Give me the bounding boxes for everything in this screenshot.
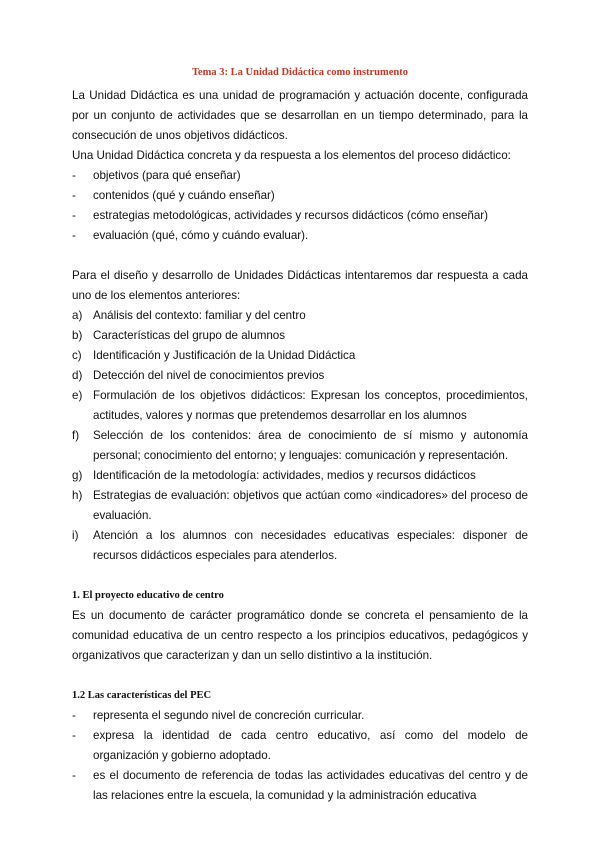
list-item	[72, 386, 528, 426]
list-item: - objetivos (para qué enseñar)	[72, 166, 528, 186]
document-title: Tema 3: La Unidad Didáctica como instrumento	[191, 67, 409, 78]
design-paragraph: Para el diseño y desarrollo de Unidades Didácticas intentaremos dar respuesta a cada uno de los elementos anteriores:	[72, 269, 528, 302]
list-marker: d)	[72, 369, 83, 382]
list-item	[72, 526, 528, 566]
list-item	[72, 326, 528, 346]
list-marker: h)	[72, 489, 83, 502]
list-item-text: Detección del nivel de conocimientos previos	[93, 369, 325, 382]
elements-list	[72, 166, 528, 246]
spacer	[72, 246, 528, 266]
list-item: - evaluación (qué, cómo y cuándo evaluar).	[72, 226, 528, 246]
document-page	[72, 66, 528, 806]
list-marker: f)	[72, 429, 80, 442]
list-item	[72, 426, 528, 466]
design-steps-list	[72, 306, 528, 566]
list-item: - es el documento de referencia de todas las actividades educativas del centro y de las relaciones entre la escuela, la comunidad y la administración educativa	[72, 766, 528, 806]
intro-paragraph-2: Una Unidad Didáctica concreta y da respuesta a los elementos del proceso didáctico:	[72, 149, 511, 162]
list-item	[72, 346, 528, 366]
list-item: - representa el segundo nivel de concreción curricular.	[72, 706, 528, 726]
list-item-text: Formulación de los objetivos didácticos: Expresan los conceptos, procedimientos, actitudes, valores y normas que pretendemos desarrollar en los alumnos	[93, 389, 528, 422]
list-item-text: Características del grupo de alumnos	[93, 329, 286, 342]
intro-paragraph-1: La Unidad Didáctica es una unidad de programación y actuación docente, configurada por un conjunto de actividades que se desarrollan en un tiempo determinado, para la consecución de unos objetivos didácticos.	[72, 89, 528, 142]
section-1-paragraph: Es un documento de carácter programático donde se concreta el pensamiento de la comunidad educativa de un centro respecto a los principios educativos, pedagógicos y organizativos que caracterizan y dan un sello distintivo a la institución.	[72, 609, 528, 662]
list-item	[72, 306, 528, 326]
list-marker: i)	[72, 529, 79, 542]
list-marker: g)	[72, 469, 83, 482]
list-item	[72, 366, 528, 386]
list-marker: e)	[72, 389, 83, 402]
list-item-text: Análisis del contexto: familiar y del centro	[93, 309, 306, 322]
list-marker: b)	[72, 329, 83, 342]
list-marker: a)	[72, 309, 83, 322]
spacer	[72, 566, 528, 586]
list-item: - expresa la identidad de cada centro educativo, así como del modelo de organización y gobierno adoptado.	[72, 726, 528, 766]
list-item-text: Estrategias de evaluación: objetivos que actúan como «indicadores» del proceso de evaluación.	[93, 489, 528, 522]
list-item-text: Identificación de la metodología: actividades, medios y recursos didácticos	[93, 469, 476, 482]
list-item-text: Selección de los contenidos: área de conocimiento de sí mismo y autonomía personal; conocimiento del entorno; y lenguajes: comunicación y representación.	[93, 429, 528, 462]
section-1-heading: 1. El proyecto educativo de centro	[72, 590, 224, 601]
section-1-2-heading: 1.2 Las características del PEC	[72, 690, 212, 701]
list-item	[72, 486, 528, 526]
list-item: - estrategias metodológicas, actividades y recursos didácticos (cómo enseñar)	[72, 206, 528, 226]
list-item-text: Identificación y Justificación de la Unidad Didáctica	[93, 349, 356, 362]
pec-characteristics-list	[72, 706, 528, 806]
list-item-text: Atención a los alumnos con necesidades educativas especiales: disponer de recursos didácticos especiales para atenderlos.	[93, 529, 528, 562]
list-item	[72, 466, 528, 486]
list-item: - contenidos (qué y cuándo enseñar)	[72, 186, 528, 206]
list-marker: c)	[72, 349, 82, 362]
spacer	[72, 666, 528, 686]
